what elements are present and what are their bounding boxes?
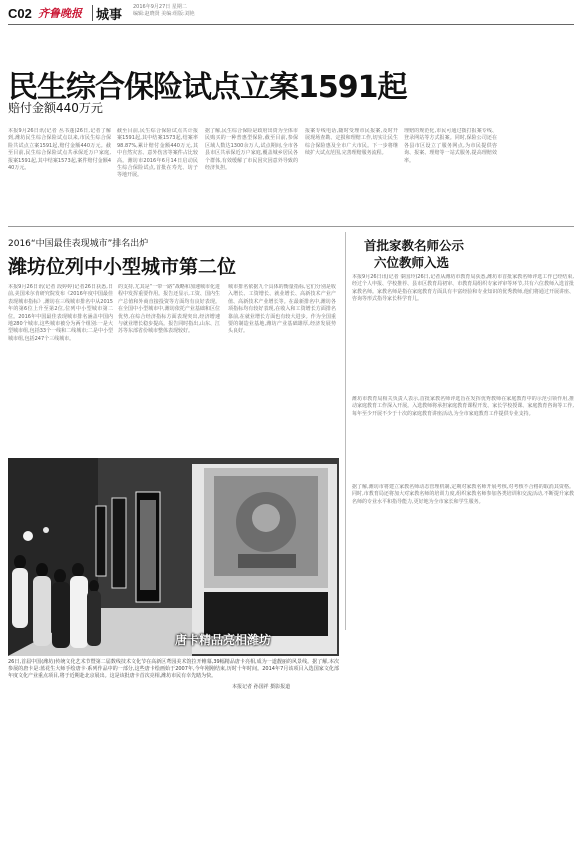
story2-column-3: 城市排名依据九个具体的衡量指标,它们分别是收入增长、工资增长、就业增长、高新技术产业产值、高新技术产业增长等。在最新排名中,潍坊各项指标均有较好表现,在收入和工资增长方面排名靠前,在就业增长方面也有较大进步。作为全国重要的制造业基地,潍坊产业基础雄厚,经济发展势头良好。 <box>228 284 336 335</box>
photo-credit: 本报记者 孙国祥 摄影报道 <box>232 684 291 690</box>
header-rule <box>8 24 574 25</box>
header-separator <box>92 5 93 21</box>
story1-column-4: 报案专线电话,随时受理市民报案,及时开展现场查勘、定损和理赔工作,切实让民生综合保险惠及全市广大市民。下一步将继续扩大试点范围,完善理赔服务流程。 <box>305 128 398 157</box>
story1-column-1: 本报9月26日讯(记者 丛书蓬)26日,记者了解到,潍坊民生综合保险试点以来,市民生综合保险共试点立案1591起,赔付金额440万元。截至目前,民生综合保险试点共承保近万户家庭,报案1591起,其中结案1573起,案件赔付金额440万元。 <box>8 128 111 172</box>
story3-paragraph-2: 潍坊市教育局相关负责人表示,首批家教名师评选旨在发挥优秀教师在家庭教育中的示范引领作用,推动家庭教育工作深入开展。入选教师将承担家庭教育课程开发、家长学校授课、家庭教育咨询等工作,每年至少开展不少于十次的家庭教育讲座活动,为全市家庭教育工作提供专业支持。 <box>352 396 574 417</box>
column-divider <box>345 232 346 630</box>
date-line: 2016年9月27日 星期二 <box>133 4 187 10</box>
story2-column-2: 的支持,尤其是“一带一路”战略和加速城市化进程中发挥重要作用。报告还显示,工资、国内生产总值和外商直接投资等方面均有良好表现。在全国中小型城市中,潍坊依托产业基础和区位优势,在综合经济指标方面表现突出,经济增速与就业增长稳步提高。报告同时指出,山东、江苏等东部省份城市整体表现较好。 <box>118 284 220 335</box>
photo-caption: 唐卡精品亮相潍坊 <box>175 633 272 647</box>
story1-column-3: 据了解,民生综合保险是政府出资为全体市民购买的一种普惠型保险,截至目前,参保区域人数达1300余万人,试点期间,全市各县市区共承保近万户家庭,覆盖城乡居民各个群体,有效缓解了市民因灾因意外导致的经济负担。 <box>205 128 298 172</box>
story3-paragraph-1: 本报9月26日讯(记者 秦国玲)26日,记者从潍坊市教育局获悉,潍坊市首批家教名师评选工作已经结束,经过个人申报、学校推荐、县市区教育局初审、市教育局组织专家评审等环节,共有六位教师入选首批家教名师。家教名师是指在家庭教育方面具有丰富经验和专业知识的优秀教师,他们将通过开展讲座、咨询等形式指导家长科学育儿。 <box>352 274 574 303</box>
story1-column-5: 理赔的规范化,市民可通过拨打报案专线、登录网站等方式报案。同时,保险公司还在各县市区设立了服务网点,为市民提供咨询、报案、理赔等一站式服务,提高理赔效率。 <box>404 128 497 164</box>
photo-description: 26日,首届中国(潍坊)传统文化艺术节暨第二届数线技术文化节在高新区鸢园美术馆拉开帷幕,39幅精品唐卡亮相,成为一道靓丽的风景线。据了解,本次参展的唐卡是:蓝花生大师手绘唐卡·系列作品中的一部分,这些唐卡绘画始于2007年,今年刚刚结束,历时十年时间。2014年7月该项目入选国家文化部年度文化产业重点项目,将于近期赴北京展出。这是该批唐卡首次亮相,潍坊市民有幸先睹为快。 <box>8 659 339 680</box>
story3-paragraph-3: 据了解,潍坊市将建立家教名师动态管理机制,定期对家教名师开展考核,对考核不合格的取消其资格。同时,市教育局还将加大对家教名师的培训力度,组织家教名师参加各类培训和交流活动,不断提升家教名师的专业水平和指导能力,更好地为全市家长和学生服务。 <box>352 484 574 505</box>
story2-column-1: 本报9月26日讯(记者 段婷婷)记者26日获悉,日前,美国米尔肯研究院发布《2016年度中国最佳表现城市指标》,潍坊在三线城市排名中从2015年的第6位上升至第2位,位列中小型城市第二位。2016年中国最佳表现城市排名涵盖中国内地280个城市,这些城市被分为两个组别:一是大型城市组,包括33个一线和二线城市;二是中小型城市组,包括247个三线城市。 <box>8 284 113 342</box>
main-subhead: 赔付金额440万元 <box>8 101 103 115</box>
story2-headline: 潍坊位列中小型城市第二位 <box>8 256 237 278</box>
newspaper-brand: 齐鲁晚报 <box>38 7 82 20</box>
story2-kicker: 2016“中国最佳表现城市”排名出炉 <box>8 239 149 249</box>
header-meta <box>133 4 195 18</box>
staff-line: 编辑:赵晓贤 美编:组版:刘艳 <box>133 11 195 17</box>
story3-title-line1: 首批家教名师公示 <box>364 238 465 253</box>
news-photo <box>8 458 339 656</box>
story1-column-2: 截至目前,民生综合保险试点共计报案1591起,其中结案1573起,结案率98.87%,累计赔付金额440万元,其中自然灾害、意外伤害等案件占比较高。潍坊市2016年6月14日启动民生综合保险试点,首批在寿光、坊子等地开展。 <box>117 128 198 179</box>
exhibition-scene-image <box>8 458 339 656</box>
main-headline: 民生综合保险试点立案1591起 <box>8 70 407 105</box>
story3-title-line2: 六位教师入选 <box>374 255 450 270</box>
section-divider <box>8 226 574 227</box>
section-title: 城事 <box>96 8 123 23</box>
page-number: C02 <box>8 6 32 21</box>
